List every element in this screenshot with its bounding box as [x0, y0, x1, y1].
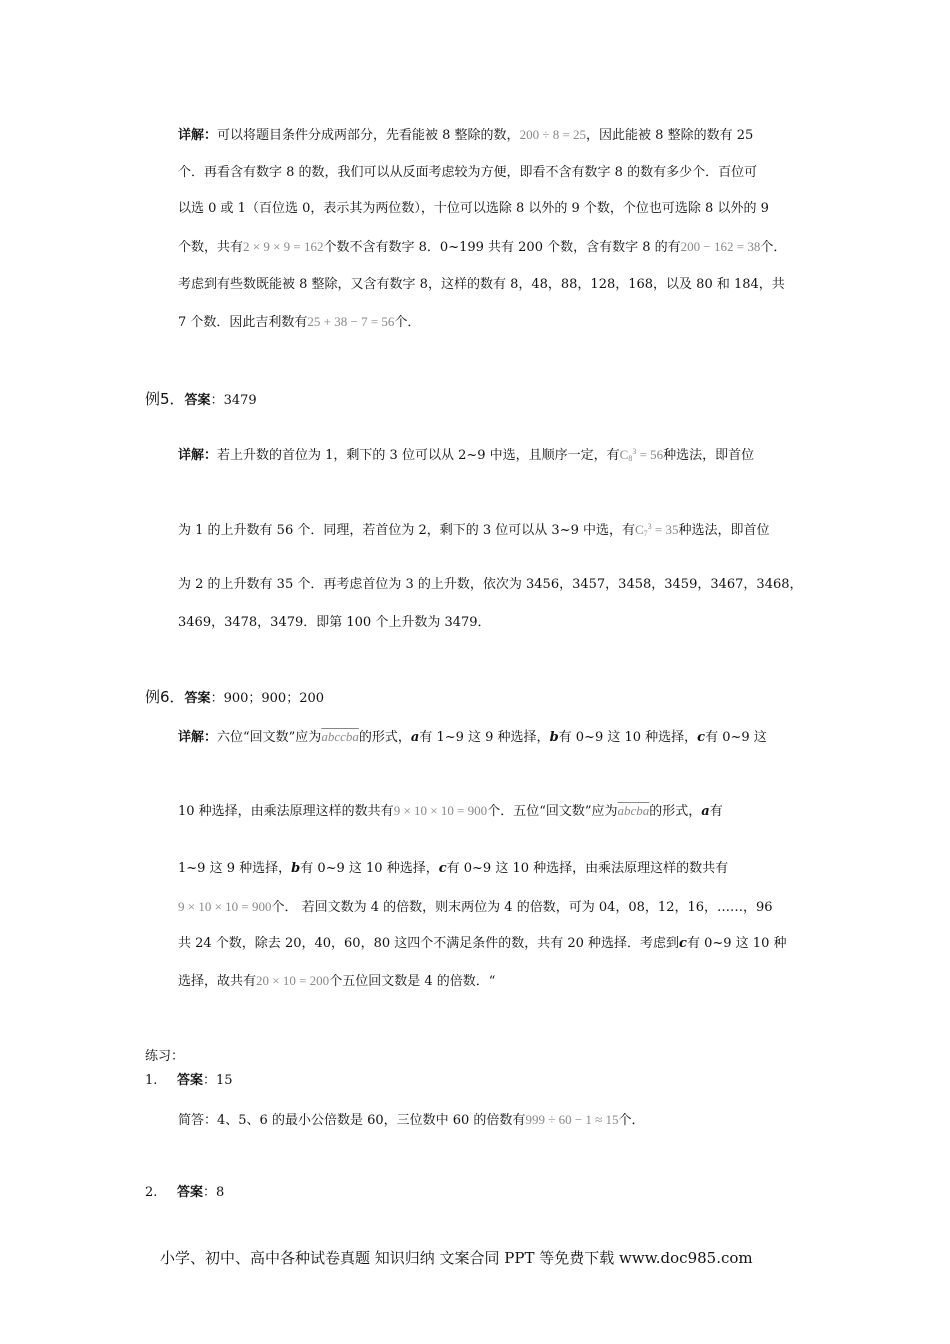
solution-line: 简答：4、5、6 的最小公倍数是 60，三位数中 60 的倍数有999 ÷ 60 − 1 ≈ 15个． — [178, 1112, 645, 1128]
answer-value: ：15 — [203, 1073, 233, 1088]
solution-line: 个．再看含有数字 8 的数，我们可以从反面考虑较为方便，即看不含有数字 8 的数有多少个．百位可 — [178, 165, 758, 180]
solution-line: 7 个数．因此吉利数有25 + 38 − 7 = 56个． — [178, 314, 421, 330]
solution-line: 选择，故共有20 × 10 = 200个五位回文数是 4 的倍数．“ — [178, 973, 496, 989]
answer-label: 答案 — [177, 1185, 204, 1200]
solution-line: 考虑到有些数既能被 8 整除，又含有数字 8，这样的数有 8，48，88，128，168，以及 80 和 184，共 — [178, 277, 785, 292]
solution-line: 以选 0 或 1（百位选 0，表示其为两位数），十位可以选除 8 以外的 9 个数，个位也可选除 8 以外的 9 — [178, 201, 769, 216]
formula: $C_7^3 = 35$ — [634, 522, 679, 538]
solution-line: 10 种选择，由乘法原理这样的数共有9 × 10 × 10 = 900个．五位“回文数”应为abcba的形式，a有 — [178, 803, 723, 819]
formula: 200 ÷ 8 = 25 — [519, 127, 587, 142]
example-title: 例5． — [145, 390, 185, 408]
formula: 9 × 10 × 10 = 900 — [393, 803, 488, 818]
overline-expression: abccba — [321, 729, 359, 744]
formula: 20 × 10 = 200 — [256, 973, 330, 988]
solution-line: 详解：可以将题目条件分成两部分，先看能被 8 整除的数，200 ÷ 8 = 25，因此能被 8 整除的数有 25 — [178, 127, 754, 143]
item-number: 2. — [145, 1185, 158, 1200]
example-title: 例6． — [145, 688, 185, 706]
answer-value: ：8 — [203, 1185, 225, 1200]
solution-line: 详解：若上升数的首位为 1，剩下的 3 位可以从 2~9 中选，且顺序一定，有$C_8^3 = 56$种选法，即首位 — [178, 447, 755, 463]
solution-line: 9 × 10 × 10 = 900个． 若回文数为 4 的倍数，则末两位为 4 的倍数，可为 04，08，12，16，……，96 — [178, 899, 773, 915]
solution-line: 为 1 的上升数有 56 个．同理，若首位为 2，剩下的 3 位可以从 3~9 中选，有$C_7^3 = 35$种选法，即首位 — [178, 522, 770, 538]
page-footer: 小学、初中、高中各种试卷真题 知识归纳 文案合同 PPT 等免费下载 www.doc985.com — [160, 1249, 753, 1267]
formula: 2 × 9 × 9 = 162 — [243, 239, 324, 254]
formula: 999 ÷ 60 − 1 ≈ 15 — [525, 1112, 619, 1127]
solution-label: 详解： — [178, 128, 218, 143]
answer-label: 答案 — [184, 393, 211, 408]
answer-value: ：900；900；200 — [210, 691, 325, 706]
answer-label: 答案 — [184, 691, 211, 706]
solution-label: 详解： — [178, 730, 218, 745]
answer-value: ：3479 — [210, 393, 257, 408]
solution-label: 详解： — [178, 448, 218, 463]
practice-title: 练习： — [145, 1049, 185, 1064]
item-number: 1. — [145, 1073, 158, 1088]
formula: $C_8^3 = 56$ — [619, 447, 664, 463]
solution-line: 3469，3478，3479．即第 100 个上升数为 3479． — [178, 615, 491, 630]
formula: 25 + 38 − 7 = 56 — [307, 314, 395, 329]
formula: 9 × 10 × 10 = 900 — [178, 899, 272, 914]
solution-line: 个数，共有2 × 9 × 9 = 162个数不含有数字 8．0~199 共有 200 个数，含有数字 8 的有200 − 162 = 38个． — [178, 239, 787, 255]
overline-expression: abcba — [617, 803, 650, 818]
example-heading — [145, 688, 324, 708]
solution-line: 详解：六位“回文数”应为abccba的形式，a有 1~9 这 9 种选择，b有 0~9 这 10 种选择，c有 0~9 这 — [178, 729, 767, 745]
answer-label: 答案 — [177, 1073, 204, 1088]
solution-line: 共 24 个数，除去 20，40，60，80 这四个不满足条件的数，共有 20 种选择．考虑到c有 0~9 这 10 种 — [178, 936, 787, 951]
practice-item-1 — [145, 1072, 233, 1090]
solution-line: 1~9 这 9 种选择，b有 0~9 这 10 种选择，c有 0~9 这 10 种选择，由乘法原理这样的数共有 — [178, 861, 729, 876]
formula: 200 − 162 = 38 — [680, 239, 761, 254]
solution-line: 为 2 的上升数有 35 个．再考虑首位为 3 的上升数，依次为 3456，3457，3458，3459，3467，3468， — [178, 577, 803, 592]
practice-item-2 — [145, 1184, 224, 1202]
example-heading — [145, 390, 257, 410]
